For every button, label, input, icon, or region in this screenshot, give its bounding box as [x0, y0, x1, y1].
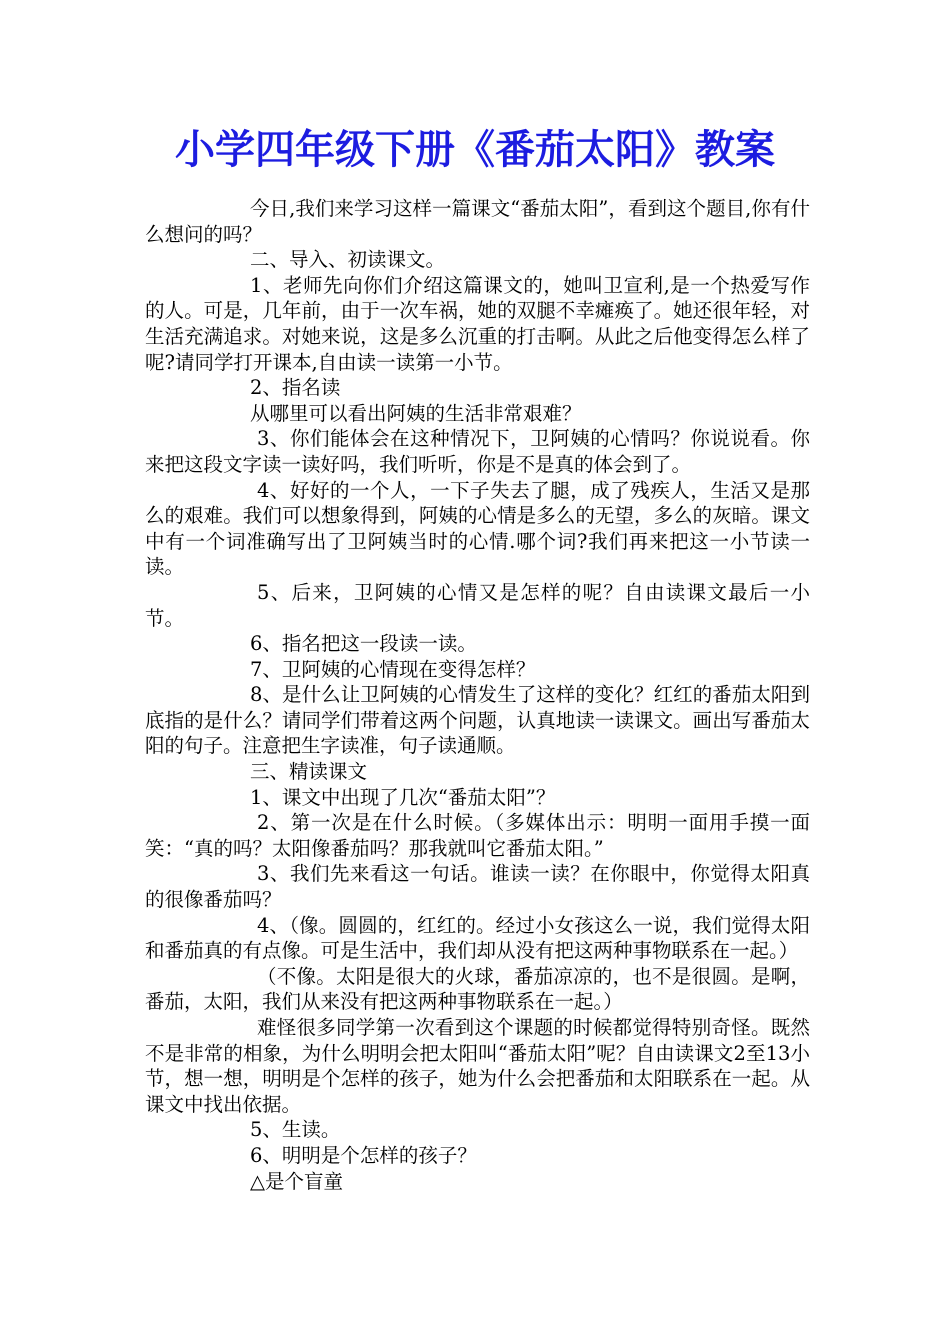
paragraph-step-4: 4、好好的一个人，一下子失去了腿，成了残疾人，生活又是那么的艰难。我们可以想象得到，阿姨的心情是多么的无望，多么的灰暗。课文中有一个词准确写出了卫阿姨当时的心情.哪个词?我们再来把这一小节读一读。: [145, 478, 810, 579]
paragraph-step-1: 1、老师先向你们介绍这篇课文的，她叫卫宣利,是一个热爱写作的人。可是，几年前，由于一次车祸，她的双腿不幸瘫痪了。她还很年轻，对生活充满追求。对她来说，这是多么沉重的打击啊。从此之后他变得怎么样了呢?请同学打开课本,自由读一读第一小节。: [145, 273, 810, 374]
paragraph-read-4-alt: （不像。太阳是很大的火球，番茄凉凉的，也不是很圆。是啊，番茄，太阳，我们从来没有把这两种事物联系在一起。）: [145, 964, 810, 1014]
paragraph-read-1: 1、课文中出现了几次“番茄太阳”？: [250, 785, 556, 809]
document-body: [145, 196, 810, 1194]
paragraph-read-wonder: 难怪很多同学第一次看到这个课题的时候都觉得特别奇怪。既然不是非常的相象，为什么明明会把太阳叫“番茄太阳”呢？自由读课文2至13小节，想一想，明明是个怎样的孩子，她为什么会把番茄和太阳联系在一起。从课文中找出依据。: [145, 1016, 810, 1116]
paragraph-read-5: 5、生读。: [250, 1118, 341, 1142]
section-heading-3: 三、精读课文: [250, 760, 368, 784]
paragraph-question: 从哪里可以看出阿姨的生活非常艰难？: [250, 401, 582, 425]
paragraph-step-5: 5、后来，卫阿姨的心情又是怎样的呢？自由读课文最后一小节。: [145, 580, 810, 630]
paragraph-read-6: 6、明明是个怎样的孩子？: [250, 1143, 477, 1167]
paragraph-step-3: 3、你们能体会在这种情况下，卫阿姨的心情吗？你说说看。你来把这段文字读一读好吗，我们听听，你是不是真的体会到了。: [145, 427, 810, 476]
paragraph-step-2: 2、指名读: [250, 376, 341, 400]
paragraph-step-7: 7、卫阿姨的心情现在变得怎样？: [250, 657, 536, 681]
paragraph-step-8: 8、是什么让卫阿姨的心情发生了这样的变化？红红的番茄太阳到底指的是什么？请同学们带着这两个问题，认真地读一读课文。画出写番茄太阳的句子。注意把生字读准，句子读通顺。: [145, 683, 810, 758]
paragraph-read-note: △是个盲童: [250, 1169, 343, 1193]
paragraph-intro: 今日,我们来学习这样一篇课文“番茄太阳”，看到这个题目,你有什么想问的吗？: [145, 197, 810, 246]
paragraph-read-4: 4、（像。圆圆的，红红的。经过小女孩这么一说，我们觉得太阳和番茄真的有点像。可是生活中，我们却从没有把这两种事物联系在一起。）: [145, 913, 810, 963]
paragraph-read-3: 3、我们先来看这一句话。谁读一读？在你眼中，你觉得太阳真的很像番茄吗？: [145, 862, 810, 912]
paragraph-step-6: 6、指名把这一段读一读。: [250, 632, 477, 656]
paragraph-read-2: 2、第一次是在什么时候。（多媒体出示：明明一面用手摸一面笑：“真的吗？太阳像番茄吗？那我就叫它番茄太阳。”: [145, 811, 810, 860]
section-heading-2: 二、导入、初读课文。: [250, 248, 446, 272]
document-title: 小学四年级下册《番茄太阳》教案: [175, 127, 775, 173]
